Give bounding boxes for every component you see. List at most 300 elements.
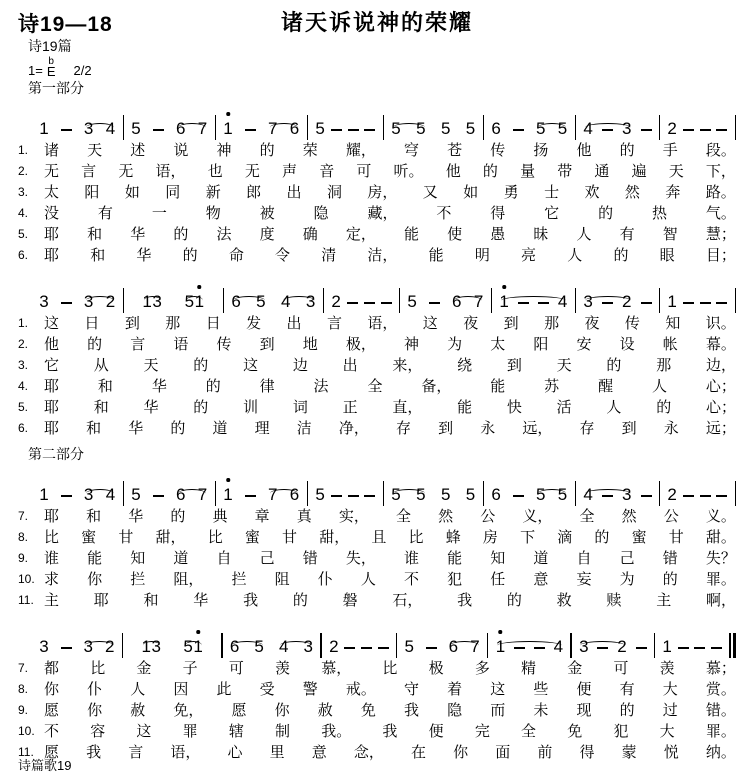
duration-dash: [61, 647, 72, 649]
score-block: [18, 271, 736, 439]
measure: [384, 484, 483, 506]
lyric-syllable: 子: [182, 660, 198, 677]
lyric-syllable: 心: [227, 744, 243, 761]
lyric-syllable: 奔: [665, 184, 681, 201]
verse-number: 11.: [18, 593, 34, 607]
note: 3: [83, 292, 94, 311]
lyric-syllable: 言: [128, 744, 144, 761]
lyric-syllable: 华: [130, 226, 146, 243]
lyric-syllable: 能: [404, 226, 420, 243]
lyric-syllable: 己: [259, 550, 275, 567]
note: 5: [254, 637, 264, 656]
lyric-syllable: 有: [619, 681, 635, 698]
lyric-syllable: 活: [556, 399, 572, 416]
lyric-syllable: 荣: [302, 142, 318, 159]
score-block: [18, 98, 736, 266]
lyric-line: [18, 245, 736, 266]
note: 6: [289, 119, 300, 138]
lyric-syllables: [44, 397, 736, 418]
lyric-syllable: 妄: [576, 571, 592, 588]
lyric-syllable: 洞: [326, 184, 342, 201]
lyric-syllable: 下: [520, 529, 536, 546]
lyric-syllable: 和: [86, 420, 102, 437]
measure: [32, 484, 123, 506]
lyric-syllable: 公: [480, 508, 496, 525]
note: 7: [267, 485, 278, 504]
lyric-syllable: 然: [438, 508, 454, 525]
lyric-syllable: 赎: [606, 592, 622, 609]
lyric-line: [18, 548, 736, 569]
lyric-syllable: 天: [556, 357, 572, 374]
lyric-syllable: 失？: [705, 550, 736, 567]
slur-arc: [538, 123, 566, 132]
lyric-syllable: 比: [408, 529, 424, 546]
note: 7: [267, 119, 278, 138]
lyric-syllables: [44, 658, 736, 679]
lyric-syllable: 华: [143, 399, 159, 416]
lyric-syllable: 甘: [668, 529, 684, 546]
lyric-syllable: 能: [447, 550, 463, 567]
lyric-syllable: 华: [128, 420, 144, 437]
notation-line: [32, 464, 736, 506]
lyric-syllable: 他: [44, 336, 60, 353]
sheet-body: [18, 78, 736, 763]
lyric-syllable: 愿: [44, 744, 60, 761]
lyric-syllable: 无: [44, 163, 60, 180]
lyric-syllable: 日: [84, 315, 100, 332]
slur-arc: [186, 296, 203, 305]
lyric-syllable: 完: [474, 723, 490, 740]
lyric-syllable: 的: [619, 142, 635, 159]
note: 2: [667, 485, 677, 504]
lyric-syllable: 语，: [155, 163, 186, 180]
lyric-syllable: 昧: [533, 226, 549, 243]
lyric-syllable: 帐: [662, 336, 678, 353]
barline: [735, 115, 737, 140]
lyric-syllables: [44, 548, 736, 569]
lyric-syllable: 心；: [705, 378, 736, 395]
duration-dash: [348, 129, 359, 131]
lyric-syllable: 出: [286, 315, 302, 332]
measure: [308, 484, 382, 506]
lyric-syllable: 精: [521, 660, 537, 677]
lyric-syllable: 的: [613, 247, 629, 264]
note: 3: [83, 485, 94, 504]
lyric-syllable: 的: [656, 399, 672, 416]
lyric-syllable: 着: [447, 681, 463, 698]
slur-arc: [85, 641, 114, 650]
duration-dash: [641, 495, 652, 497]
lyric-syllable: 的: [662, 571, 678, 588]
lyric-syllable: 罪。: [705, 723, 736, 740]
lyric-syllable: 法: [216, 226, 232, 243]
measure: [124, 118, 215, 140]
lyric-syllable: 念，: [353, 744, 384, 761]
lyric-syllable: 苏: [544, 378, 560, 395]
lyric-syllable: 我: [457, 592, 473, 609]
measure: [216, 484, 307, 506]
lyric-syllables: [44, 721, 736, 742]
lyric-syllable: 量: [520, 163, 536, 180]
lyric-syllable: 过: [662, 702, 678, 719]
lyric-syllable: 这: [243, 357, 259, 374]
note: 5: [404, 637, 414, 656]
lyric-syllable: 华: [128, 508, 144, 525]
lyric-line: [18, 700, 736, 721]
verse-number: 2.: [18, 164, 29, 178]
lyric-syllable: 羡: [659, 660, 675, 677]
slur-arc: [178, 123, 206, 132]
duration-dash: [344, 647, 355, 649]
lyric-syllable: 受: [259, 681, 275, 698]
lyric-syllable: 目；: [705, 247, 736, 264]
lyric-syllable: 金: [136, 660, 152, 677]
note: 1: [39, 485, 49, 504]
note: 2: [105, 292, 116, 311]
lyric-syllables: [44, 590, 736, 611]
lyric-syllable: 和: [87, 226, 103, 243]
lyric-syllable: 段。: [705, 142, 736, 159]
lyric-syllable: 手: [662, 142, 678, 159]
lyric-syllable: 法: [313, 378, 329, 395]
lyric-syllable: 能: [457, 399, 473, 416]
note: 5: [256, 292, 266, 311]
lyric-syllable: 的: [170, 508, 186, 525]
lyric-line: [18, 506, 736, 527]
lyric-syllable: 此: [216, 681, 232, 698]
lyric-syllable: 我: [404, 702, 420, 719]
lyric-syllable: 仆: [87, 681, 103, 698]
lyric-syllable: 阳: [84, 184, 100, 201]
note: 6: [229, 637, 240, 656]
lyric-syllable: 甜，: [319, 529, 350, 546]
lyric-syllable: 的: [598, 205, 614, 222]
duration-dash: [700, 302, 711, 304]
lyric-syllable: 耶: [44, 420, 60, 437]
duration-dash: [683, 495, 694, 497]
lyric-syllable: 存: [396, 420, 412, 437]
section-label: 第二部分: [28, 446, 84, 462]
measure: [32, 636, 122, 658]
lyric-syllable: 一: [151, 205, 167, 222]
note: 5: [131, 485, 141, 504]
lyric-line: [18, 679, 736, 700]
lyric-syllable: 言: [326, 315, 342, 332]
slur-arc: [270, 123, 298, 132]
note: 3: [305, 292, 316, 311]
lyric-syllable: 的: [205, 378, 221, 395]
lyric-syllable: 令: [275, 247, 291, 264]
lyric-syllable: 设: [619, 336, 635, 353]
lyric-syllable: 和: [97, 378, 113, 395]
lyric-syllable: 言: [130, 336, 146, 353]
lyric-syllable: 的: [292, 592, 308, 609]
lyric-syllable: 它: [44, 357, 60, 374]
lyric-syllables: [44, 700, 736, 721]
duration-dash: [700, 495, 711, 497]
lyric-syllable: 隐: [447, 702, 463, 719]
lyric-syllable: 苍: [447, 142, 463, 159]
lyric-syllable: 的: [594, 529, 610, 546]
lyric-syllable: 语，: [367, 315, 398, 332]
lyric-syllable: 得: [579, 744, 595, 761]
lyric-syllable: 人: [576, 226, 592, 243]
lyric-syllable: 眼: [659, 247, 675, 264]
measure: [123, 636, 221, 658]
lyric-syllable: 章: [254, 508, 270, 525]
note: 5: [416, 119, 426, 138]
lyric-line: [18, 203, 736, 224]
flat-accidental: [47, 57, 56, 78]
note: 1: [499, 292, 509, 311]
lyric-syllable: 你: [453, 744, 469, 761]
measure: [572, 636, 654, 658]
lyric-syllable: 啊，: [705, 592, 736, 609]
lyric-line: [18, 721, 736, 742]
duration-dash: [361, 647, 372, 649]
lyric-syllable: 净，: [338, 420, 369, 437]
lyric-syllable: 边，: [705, 357, 736, 374]
lyric-syllable: 日: [205, 315, 221, 332]
lyric-syllable: 同: [165, 184, 181, 201]
verse-number: 3.: [18, 185, 29, 199]
lyric-syllable: 欢: [584, 184, 600, 201]
lyric-syllable: 极: [428, 660, 444, 677]
lyric-syllable: 阻: [274, 571, 290, 588]
lyric-syllable: 的: [506, 592, 522, 609]
lyric-syllable: 阳: [533, 336, 549, 353]
lyric-syllable: 未: [533, 702, 549, 719]
lyric-syllable: 比: [90, 660, 106, 677]
lyric-line: [18, 182, 736, 203]
slur-arc: [580, 641, 625, 650]
lyric-line: [18, 742, 736, 763]
lyric-syllable: 比: [382, 660, 398, 677]
measure: [488, 636, 570, 658]
slur-arc: [585, 123, 631, 132]
measure: [660, 118, 734, 140]
lyric-syllable: 大: [662, 681, 678, 698]
barline: [735, 481, 737, 506]
time-signature: 2/2: [73, 63, 92, 78]
slur-arc: [280, 641, 312, 650]
lyric-syllable: 你: [87, 571, 103, 588]
note: 3: [83, 637, 93, 656]
lyric-syllable: 述: [130, 142, 146, 159]
note: 3: [621, 485, 632, 504]
lyric-syllable: 这: [44, 315, 60, 332]
song-title: 诸天诉说神的荣耀: [280, 10, 473, 35]
lyric-syllables: [44, 140, 736, 161]
verse-number: 1.: [18, 143, 29, 157]
lyric-syllable: 声: [282, 163, 298, 180]
slur-arc: [393, 123, 425, 132]
note: 6: [231, 292, 241, 311]
duration-dash: [364, 302, 375, 304]
lyric-syllable: 赦: [317, 702, 333, 719]
note: 5: [465, 119, 476, 138]
duration-dash: [716, 302, 727, 304]
lyric-syllable: 自: [216, 550, 232, 567]
note: 5: [465, 485, 476, 504]
duration-dash: [245, 495, 256, 497]
lyric-syllable: 我: [86, 744, 102, 761]
lyric-syllable: 蜜: [244, 529, 260, 546]
note: 7: [197, 485, 208, 504]
lyric-syllables: [44, 527, 736, 548]
lyric-syllable: 羡: [275, 660, 291, 677]
lyric-syllable: 到: [503, 315, 519, 332]
note: 3: [579, 637, 589, 656]
notation-line: [32, 98, 736, 140]
note: 5: [184, 292, 195, 311]
note: 3: [39, 292, 49, 311]
lyric-syllable: 求: [44, 571, 60, 588]
lyric-syllable: 绕: [457, 357, 473, 374]
lyric-syllable: 能: [490, 378, 506, 395]
lyric-syllable: 制: [275, 723, 291, 740]
lyric-syllable: 到: [621, 420, 637, 437]
measure: [400, 291, 491, 313]
lyric-syllable: 救: [556, 592, 572, 609]
duration-dash: [716, 495, 727, 497]
lyric-syllable: 免，: [173, 702, 204, 719]
lyric-syllable: 全: [367, 378, 383, 395]
lyric-syllable: 犯: [447, 571, 463, 588]
lyric-syllable: 能: [428, 247, 444, 264]
note: 2: [617, 637, 627, 656]
lyric-syllable: 正: [342, 399, 358, 416]
lyric-syllable: 人: [130, 681, 146, 698]
lyric-syllable: 的: [182, 247, 198, 264]
measure: [216, 118, 307, 140]
note: 5: [535, 485, 546, 504]
lyric-syllable: 物: [205, 205, 221, 222]
lyric-syllable: 知: [130, 550, 146, 567]
note: 5: [557, 485, 568, 504]
lyric-syllable: 神: [404, 336, 420, 353]
duration-dash: [347, 302, 358, 304]
lyric-syllable: 定，: [345, 226, 376, 243]
lyric-syllable: 的: [482, 163, 498, 180]
section-label: 第一部分: [28, 80, 84, 96]
lyric-syllable: 错: [302, 550, 318, 567]
lyric-syllable: 容: [90, 723, 106, 740]
note: 6: [175, 119, 186, 138]
note: 1: [141, 637, 151, 656]
lyric-syllable: 我。: [321, 723, 352, 740]
lyric-syllable: 仆: [317, 571, 333, 588]
note: 6: [451, 292, 462, 311]
note: 3: [151, 637, 161, 656]
lyric-syllable: 律: [259, 378, 275, 395]
lyric-syllable: 罪: [182, 723, 198, 740]
duration-dash: [153, 495, 164, 497]
lyric-syllable: 通: [594, 163, 610, 180]
lyric-syllable: 出: [286, 184, 302, 201]
lyric-syllable: 远；: [705, 420, 736, 437]
measure: [484, 118, 575, 140]
lyric-syllable: 说: [173, 142, 189, 159]
note: 1: [667, 292, 677, 311]
lyric-syllable: 人: [651, 378, 667, 395]
measure: [224, 291, 323, 313]
lyric-syllable: 拦: [231, 571, 247, 588]
measure: [322, 636, 396, 658]
lyric-syllable: 耶: [44, 226, 60, 243]
note: 4: [583, 119, 593, 138]
note: 5: [407, 292, 417, 311]
lyric-syllable: 安: [576, 336, 592, 353]
note: 5: [315, 119, 325, 138]
lyric-syllable: 的: [170, 420, 186, 437]
lyric-syllable: 出: [342, 357, 358, 374]
lyric-syllable: 的: [173, 226, 189, 243]
duration-dash: [636, 647, 647, 649]
lyric-syllable: 永: [663, 420, 679, 437]
note: 1: [223, 119, 233, 138]
lyric-syllable: 的: [606, 357, 622, 374]
verse-number: 5.: [18, 227, 29, 241]
lyric-syllable: 的: [259, 142, 275, 159]
lyric-syllable: 愿: [44, 702, 60, 719]
lyric-syllable: 到: [259, 336, 275, 353]
measure: [492, 291, 574, 313]
duration-dash: [711, 647, 722, 649]
lyric-syllable: 郎: [246, 184, 262, 201]
lyric-syllable: 戒。: [345, 681, 376, 698]
lyric-syllable: 甜。: [705, 529, 736, 546]
lyric-syllable: 有: [97, 205, 113, 222]
lyric-syllable: 真: [296, 508, 312, 525]
measure: [223, 636, 321, 658]
slur-arc: [585, 489, 631, 498]
lyric-syllable: 全: [521, 723, 537, 740]
lyric-line: [18, 590, 736, 611]
lyric-syllable: 的: [87, 336, 103, 353]
lyric-syllable: 传: [216, 336, 232, 353]
lyric-syllable: 知: [490, 550, 506, 567]
lyric-syllable: 人: [360, 571, 376, 588]
lyric-syllable: 夜: [463, 315, 479, 332]
slur-arc: [585, 296, 631, 305]
lyric-syllable: 愿: [231, 702, 247, 719]
lyric-syllable: 耶: [93, 592, 109, 609]
lyric-syllable: 耶: [44, 399, 60, 416]
note: 3: [39, 637, 49, 656]
duration-dash: [348, 495, 359, 497]
lyric-syllable: 士: [544, 184, 560, 201]
lyric-syllable: 石，: [392, 592, 423, 609]
hymn-number: 诗19—18: [18, 13, 113, 36]
lyric-syllables: [44, 418, 736, 439]
lyric-syllable: 词: [292, 399, 308, 416]
lyric-syllable: 然: [621, 508, 637, 525]
lyric-syllable: 这: [136, 723, 152, 740]
duration-dash: [364, 495, 375, 497]
duration-dash: [364, 129, 375, 131]
note: 4: [105, 119, 116, 138]
lyric-syllable: 和: [90, 247, 106, 264]
lyric-syllable: 罪。: [705, 571, 736, 588]
verse-number: 9.: [18, 551, 29, 565]
lyric-syllable: 金: [567, 660, 583, 677]
lyric-syllable: 洁: [296, 420, 312, 437]
lyric-line: [18, 397, 736, 418]
duration-dash: [513, 495, 524, 497]
duration-dash: [716, 129, 727, 131]
lyric-syllable: 天: [668, 163, 684, 180]
